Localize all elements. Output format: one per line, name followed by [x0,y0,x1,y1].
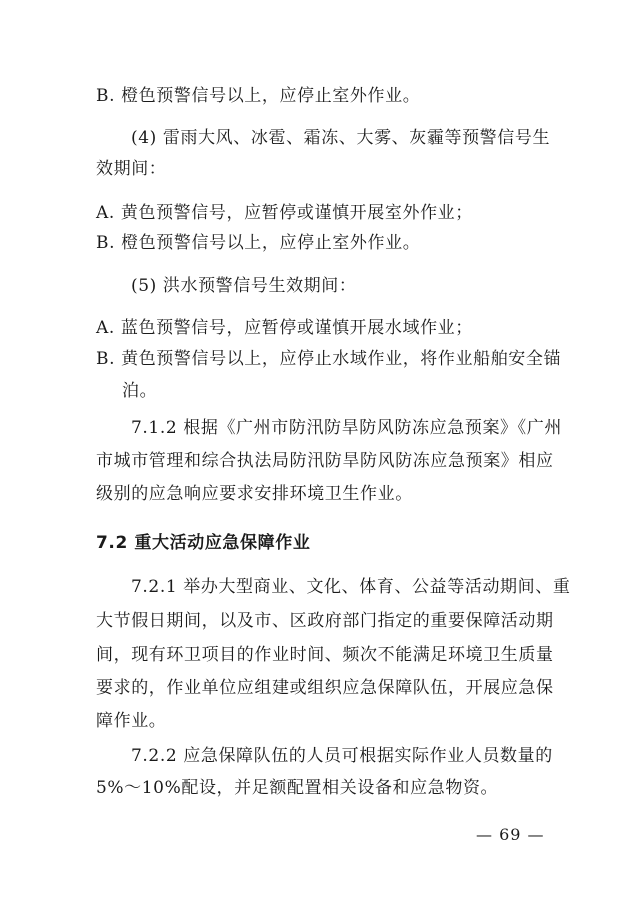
text-line: 大节假日期间，以及市、区政府部门指定的重要保障活动期 [96,611,554,631]
text-line: 泊。 [122,381,158,401]
text-line: B. 橙色预警信号以上，应停止室外作业。 [96,86,421,106]
text-line: 5%～10%配设，并足额配置相关设备和应急物资。 [96,778,499,798]
text-line: 障作业。 [96,711,167,731]
text-line: 效期间： [96,159,167,179]
text-line: A. 蓝色预警信号，应暂停或谨慎开展水域作业； [96,318,473,338]
text-line: 要求的，作业单位应组建或组织应急保障队伍，开展应急保 [96,678,554,698]
text-line: B. 黄色预警信号以上，应停止水域作业，将作业船舶安全锚 [96,349,562,369]
section-heading: 7.2 重大活动应急保障作业 [96,533,311,553]
text-line: 7.2.1 举办大型商业、文化、体育、公益等活动期间、重 [131,577,571,597]
text-line: (4) 雷雨大风、冰雹、霜冻、大雾、灰霾等预警信号生 [131,128,551,148]
text-line: 7.2.2 应急保障队伍的人员可根据实际作业人员数量的 [131,746,553,766]
text-line: (5) 洪水预警信号生效期间： [131,276,357,296]
page-number: — 69 — [476,825,545,844]
text-line: 间，现有环卫项目的作业时间、频次不能满足环境卫生质量 [96,645,554,665]
text-line: B. 橙色预警信号以上，应停止室外作业。 [96,233,421,253]
text-line: 市城市管理和综合执法局防汛防旱防风防冻应急预案》相应 [96,451,554,471]
text-line: 级别的应急响应要求安排环境卫生作业。 [96,484,413,504]
text-line: 7.1.2 根据《广州市防汛防旱防风防冻应急预案》《广州 [131,418,562,438]
text-line: A. 黄色预警信号，应暂停或谨慎开展室外作业； [96,203,473,223]
